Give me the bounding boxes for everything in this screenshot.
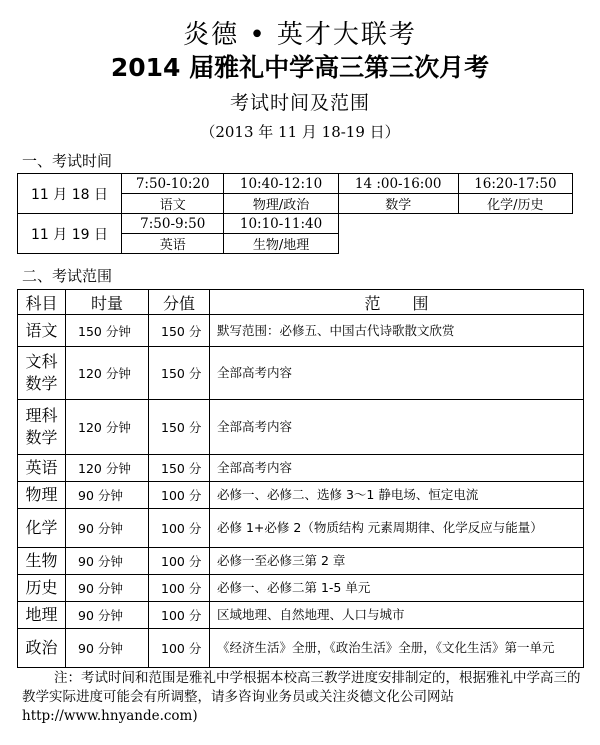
empty-cell	[338, 214, 572, 254]
subject-cell: 生物	[18, 548, 66, 575]
brand-title: 炎德 • 英才大联考	[183, 20, 417, 50]
scope-cell: 《经济生活》全册，《政治生活》全册，《文化生活》第一单元	[210, 629, 584, 668]
header-duration: 时量	[66, 290, 149, 315]
time-slot: 7:50-9:50	[122, 214, 224, 234]
table-row	[18, 548, 584, 575]
duration-cell: 90 分钟	[66, 509, 149, 548]
table-row	[18, 629, 584, 668]
table-row	[18, 347, 584, 400]
day-label: 11 月 18 日	[18, 174, 122, 214]
table-row	[18, 602, 584, 629]
duration-cell: 90 分钟	[66, 575, 149, 602]
slot-subject: 生物/地理	[224, 234, 338, 254]
score-cell: 100 分	[149, 629, 210, 668]
table-row	[18, 509, 584, 548]
table-row	[18, 482, 584, 509]
scope-cell: 区域地理、自然地理、人口与城市	[210, 602, 584, 629]
duration-cell: 90 分钟	[66, 629, 149, 668]
subject-cell: 历史	[18, 575, 66, 602]
scope-cell: 必修一至必修三第 2 章	[210, 548, 584, 575]
score-cell: 100 分	[149, 575, 210, 602]
duration-cell: 120 分钟	[66, 347, 149, 400]
footnote	[22, 669, 582, 726]
score-cell: 150 分	[149, 315, 210, 347]
time-slot: 7:50-10:20	[122, 174, 224, 194]
score-cell: 100 分	[149, 509, 210, 548]
duration-cell: 90 分钟	[66, 482, 149, 509]
schedule-row	[18, 214, 573, 234]
footnote-text: 注：考试时间和范围是雅礼中学根据本校高三教学进度安排制定的，根据雅礼中学高三的教学实际进度可能会有所调整，请多咨询业务员或关注炎德文化公司网站	[22, 670, 581, 705]
range-section-title: 二、考试范围	[22, 267, 113, 285]
slot-subject: 语文	[122, 194, 224, 214]
score-cell: 150 分	[149, 347, 210, 400]
scope-cell: 全部高考内容	[210, 400, 584, 455]
header-scope: 范 围	[210, 290, 584, 315]
exam-date: （2013 年 11 月 18-19 日）	[200, 123, 400, 141]
range-header-row	[18, 290, 584, 315]
table-row	[18, 400, 584, 455]
table-row	[18, 455, 584, 482]
subject-cell: 化学	[18, 509, 66, 548]
exam-subtitle: 考试时间及范围	[229, 92, 370, 114]
subject-cell: 物理	[18, 482, 66, 509]
exam-title: 2014 届雅礼中学高三第三次月考	[110, 53, 490, 82]
scope-cell: 全部高考内容	[210, 347, 584, 400]
duration-cell: 120 分钟	[66, 400, 149, 455]
day-label: 11 月 19 日	[18, 214, 122, 254]
duration-cell: 150 分钟	[66, 315, 149, 347]
duration-cell: 120 分钟	[66, 455, 149, 482]
table-row	[18, 315, 584, 347]
scope-cell: 默写范围：必修五、中国古代诗歌散文欣赏	[210, 315, 584, 347]
table-row	[18, 575, 584, 602]
duration-cell: 90 分钟	[66, 602, 149, 629]
score-cell: 100 分	[149, 548, 210, 575]
website-link[interactable]: http://www.hnyande.com)	[22, 708, 198, 724]
range-table	[17, 289, 584, 668]
slot-subject: 数学	[338, 194, 458, 214]
slot-subject: 化学/历史	[458, 194, 572, 214]
subject-cell: 语文	[18, 315, 66, 347]
slot-subject: 物理/政治	[224, 194, 338, 214]
scope-cell: 必修一、必修二、选修 3～1 静电场、恒定电流	[210, 482, 584, 509]
scope-cell: 必修 1+必修 2（物质结构 元素周期律、化学反应与能量）	[210, 509, 584, 548]
header-score: 分值	[149, 290, 210, 315]
time-slot: 16:20-17:50	[458, 174, 572, 194]
schedule-row	[18, 174, 573, 194]
subject-cell: 理科数学	[18, 400, 66, 455]
score-cell: 100 分	[149, 482, 210, 509]
schedule-table	[17, 173, 573, 254]
schedule-section-title: 一、考试时间	[22, 152, 113, 170]
score-cell: 150 分	[149, 455, 210, 482]
scope-cell: 必修一、必修二第 1-5 单元	[210, 575, 584, 602]
score-cell: 150 分	[149, 400, 210, 455]
score-cell: 100 分	[149, 602, 210, 629]
duration-cell: 90 分钟	[66, 548, 149, 575]
time-slot: 10:10-11:40	[224, 214, 338, 234]
header-subject: 科目	[18, 290, 66, 315]
scope-cell: 全部高考内容	[210, 455, 584, 482]
slot-subject: 英语	[122, 234, 224, 254]
time-slot: 10:40-12:10	[224, 174, 338, 194]
time-slot: 14 :00-16:00	[338, 174, 458, 194]
subject-cell: 英语	[18, 455, 66, 482]
subject-cell: 地理	[18, 602, 66, 629]
subject-cell: 文科数学	[18, 347, 66, 400]
subject-cell: 政治	[18, 629, 66, 668]
